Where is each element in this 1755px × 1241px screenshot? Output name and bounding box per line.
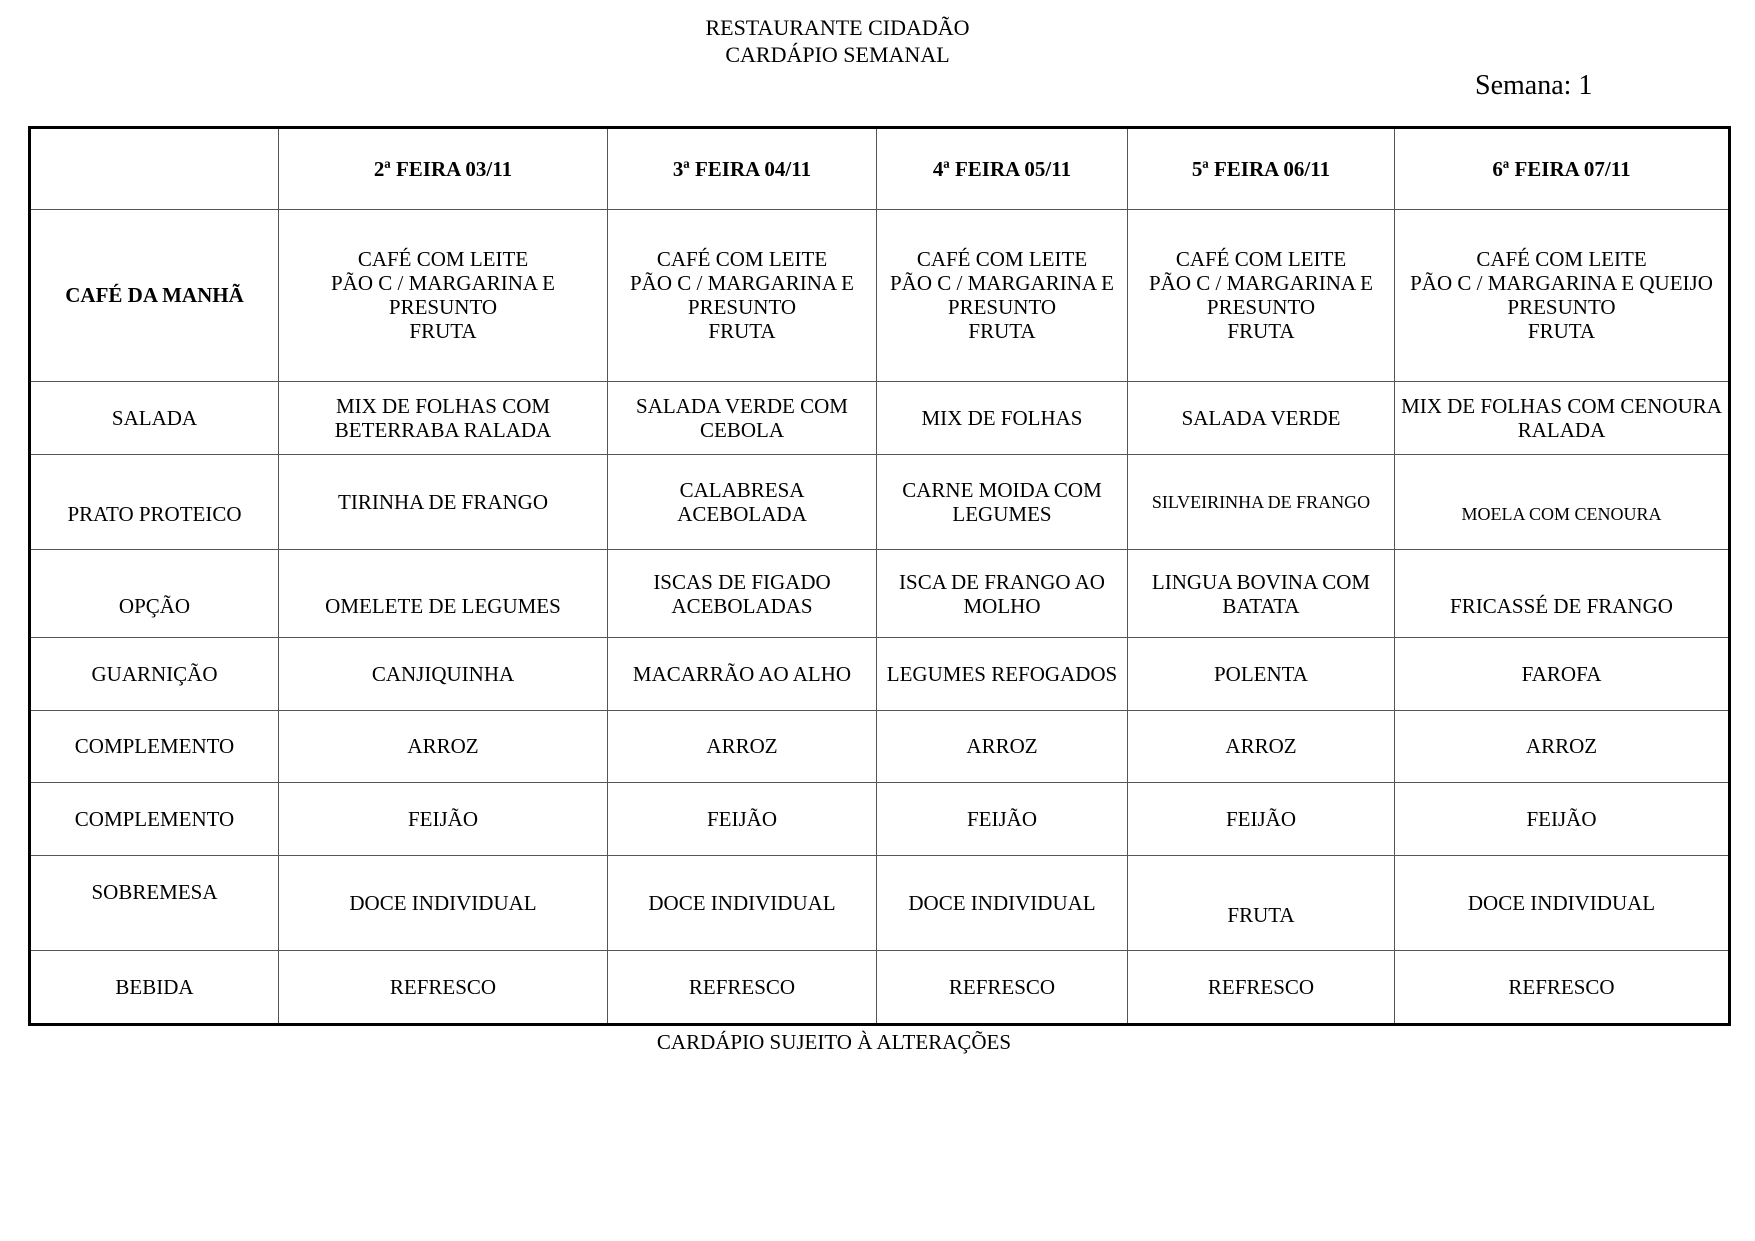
cell-line: RALADA bbox=[1517, 417, 1606, 442]
cell-line: CAFÉ COM LEITE bbox=[357, 247, 529, 272]
row-label: BEBIDA bbox=[30, 951, 279, 1025]
menu-cell: REFRESCO bbox=[1128, 951, 1395, 1025]
menu-cell bbox=[877, 454, 1128, 550]
table-row bbox=[30, 951, 1730, 1025]
cell-line: FRUTA bbox=[1227, 319, 1295, 344]
menu-cell: MACARRÃO AO ALHO bbox=[608, 638, 877, 710]
menu-cell bbox=[1395, 382, 1730, 454]
menu-cell bbox=[1395, 550, 1730, 638]
cell-line: PÃO C / MARGARINA E bbox=[889, 271, 1115, 296]
day-header: 2ª FEIRA 03/11 bbox=[279, 128, 608, 210]
menu-cell: FEIJÃO bbox=[1128, 783, 1395, 855]
menu-cell: ARROZ bbox=[877, 710, 1128, 782]
menu-cell: POLENTA bbox=[1128, 638, 1395, 710]
menu-cell: DOCE INDIVIDUAL bbox=[1395, 855, 1730, 951]
menu-cell: DOCE INDIVIDUAL bbox=[608, 855, 877, 951]
corner-cell bbox=[30, 128, 279, 210]
row-label-text: SOBREMESA bbox=[91, 880, 218, 905]
day-header: 6ª FEIRA 07/11 bbox=[1395, 128, 1730, 210]
menu-cell bbox=[1128, 454, 1395, 550]
menu-cell bbox=[279, 382, 608, 454]
menu-title: CARDÁPIO SEMANAL bbox=[725, 42, 950, 67]
row-label: GUARNIÇÃO bbox=[30, 638, 279, 710]
cell-line: LEGUMES bbox=[952, 501, 1052, 526]
menu-cell bbox=[877, 382, 1128, 454]
row-label-text: OPÇÃO bbox=[118, 593, 191, 618]
menu-cell bbox=[608, 454, 877, 550]
table-row bbox=[30, 209, 1730, 381]
menu-cell bbox=[608, 209, 877, 381]
menu-cell bbox=[1128, 382, 1395, 454]
weekly-menu-table bbox=[28, 126, 1731, 1026]
menu-cell bbox=[608, 382, 877, 454]
menu-cell bbox=[279, 454, 608, 550]
row-label-text: PRATO PROTEICO bbox=[67, 501, 242, 526]
menu-cell: ARROZ bbox=[1395, 710, 1730, 782]
row-label: COMPLEMENTO bbox=[30, 710, 279, 782]
cell-line: PRESUNTO bbox=[947, 295, 1057, 320]
cell-line: PRESUNTO bbox=[1507, 295, 1616, 320]
menu-cell bbox=[877, 550, 1128, 638]
cell-line: FRUTA bbox=[1227, 903, 1295, 928]
table-row bbox=[30, 454, 1730, 550]
table-header-row bbox=[30, 128, 1730, 210]
table-row bbox=[30, 783, 1730, 855]
row-label: SALADA bbox=[30, 382, 279, 454]
menu-cell bbox=[1128, 209, 1395, 381]
day-header: 3ª FEIRA 04/11 bbox=[608, 128, 877, 210]
row-label bbox=[30, 454, 279, 550]
menu-cell: LEGUMES REFOGADOS bbox=[877, 638, 1128, 710]
day-header: 5ª FEIRA 06/11 bbox=[1128, 128, 1395, 210]
menu-cell: ARROZ bbox=[279, 710, 608, 782]
cell-line: PÃO C / MARGARINA E bbox=[1148, 271, 1374, 296]
row-label bbox=[30, 550, 279, 638]
cell-line: ACEBOLADAS bbox=[671, 593, 813, 618]
menu-cell: REFRESCO bbox=[1395, 951, 1730, 1025]
cell-line: TIRINHA DE FRANGO bbox=[338, 489, 548, 514]
cell-line: ISCA DE FRANGO AO bbox=[899, 569, 1105, 594]
table-row bbox=[30, 550, 1730, 638]
menu-cell: DOCE INDIVIDUAL bbox=[877, 855, 1128, 951]
cell-line: CAFÉ COM LEITE bbox=[1476, 247, 1647, 272]
cell-line: MOELA COM CENOURA bbox=[1461, 503, 1662, 524]
menu-cell: FEIJÃO bbox=[877, 783, 1128, 855]
cell-line: SALADA VERDE bbox=[1181, 405, 1341, 430]
cell-line: MIX DE FOLHAS bbox=[921, 405, 1083, 430]
row-label: COMPLEMENTO bbox=[30, 783, 279, 855]
cell-line: CAFÉ COM LEITE bbox=[656, 247, 828, 272]
cell-line: FRUTA bbox=[968, 319, 1036, 344]
cell-line: ACEBOLADA bbox=[677, 501, 807, 526]
menu-cell: REFRESCO bbox=[608, 951, 877, 1025]
cell-line: PÃO C / MARGARINA E bbox=[629, 271, 855, 296]
cell-line: ISCAS DE FIGADO bbox=[653, 569, 831, 594]
cell-line: FRUTA bbox=[409, 319, 477, 344]
menu-cell: FEIJÃO bbox=[608, 783, 877, 855]
menu-cell: REFRESCO bbox=[877, 951, 1128, 1025]
cell-line: PRESUNTO bbox=[687, 295, 797, 320]
menu-cell: FAROFA bbox=[1395, 638, 1730, 710]
cell-line: FRUTA bbox=[1527, 319, 1596, 344]
footer-note: CARDÁPIO SUJEITO À ALTERAÇÕES bbox=[656, 1030, 1012, 1054]
menu-cell: CANJIQUINHA bbox=[279, 638, 608, 710]
cell-line: LINGUA BOVINA COM bbox=[1151, 569, 1371, 594]
cell-line: FRICASSÉ DE FRANGO bbox=[1450, 593, 1673, 618]
cell-line: FRUTA bbox=[708, 319, 776, 344]
menu-cell bbox=[279, 209, 608, 381]
cell-line: CAFÉ COM LEITE bbox=[916, 247, 1088, 272]
cell-line: MOLHO bbox=[963, 593, 1041, 618]
cell-line: MIX DE FOLHAS COM bbox=[335, 393, 551, 418]
table-row bbox=[30, 710, 1730, 782]
cell-line: SALADA VERDE COM bbox=[636, 393, 848, 418]
menu-cell bbox=[1395, 454, 1730, 550]
cell-line: OMELETE DE LEGUMES bbox=[325, 593, 561, 618]
menu-cell: REFRESCO bbox=[279, 951, 608, 1025]
table-row bbox=[30, 855, 1730, 951]
day-header: 4ª FEIRA 05/11 bbox=[877, 128, 1128, 210]
menu-cell: ARROZ bbox=[608, 710, 877, 782]
table-row bbox=[30, 638, 1730, 710]
cell-line: CEBOLA bbox=[700, 417, 784, 442]
menu-cell: DOCE INDIVIDUAL bbox=[279, 855, 608, 951]
menu-cell bbox=[1395, 209, 1730, 381]
menu-cell bbox=[1128, 855, 1395, 951]
cell-line: PRESUNTO bbox=[1206, 295, 1316, 320]
menu-cell: FEIJÃO bbox=[279, 783, 608, 855]
menu-cell bbox=[1128, 550, 1395, 638]
cell-line: BATATA bbox=[1222, 593, 1300, 618]
cell-line: PÃO C / MARGARINA E bbox=[330, 271, 556, 296]
cell-line: PÃO C / MARGARINA E QUEIJO bbox=[1410, 271, 1713, 296]
week-label: Semana: 1 bbox=[1475, 70, 1593, 101]
cell-line: SILVEIRINHA DE FRANGO bbox=[1151, 491, 1371, 512]
restaurant-title: RESTAURANTE CIDADÃO bbox=[705, 15, 970, 40]
cell-line: CAFÉ COM LEITE bbox=[1175, 247, 1347, 272]
table-row bbox=[30, 382, 1730, 454]
row-label bbox=[30, 855, 279, 951]
cell-line: CARNE MOIDA COM bbox=[902, 477, 1102, 502]
menu-cell: ARROZ bbox=[1128, 710, 1395, 782]
menu-cell bbox=[279, 550, 608, 638]
menu-cell bbox=[608, 550, 877, 638]
menu-cell bbox=[877, 209, 1128, 381]
menu-cell: FEIJÃO bbox=[1395, 783, 1730, 855]
cell-line: BETERRABA RALADA bbox=[334, 417, 552, 442]
row-label: CAFÉ DA MANHÃ bbox=[30, 209, 279, 381]
cell-line: MIX DE FOLHAS COM CENOURA bbox=[1401, 393, 1722, 418]
cell-line: PRESUNTO bbox=[388, 295, 498, 320]
cell-line: CALABRESA bbox=[679, 477, 805, 502]
